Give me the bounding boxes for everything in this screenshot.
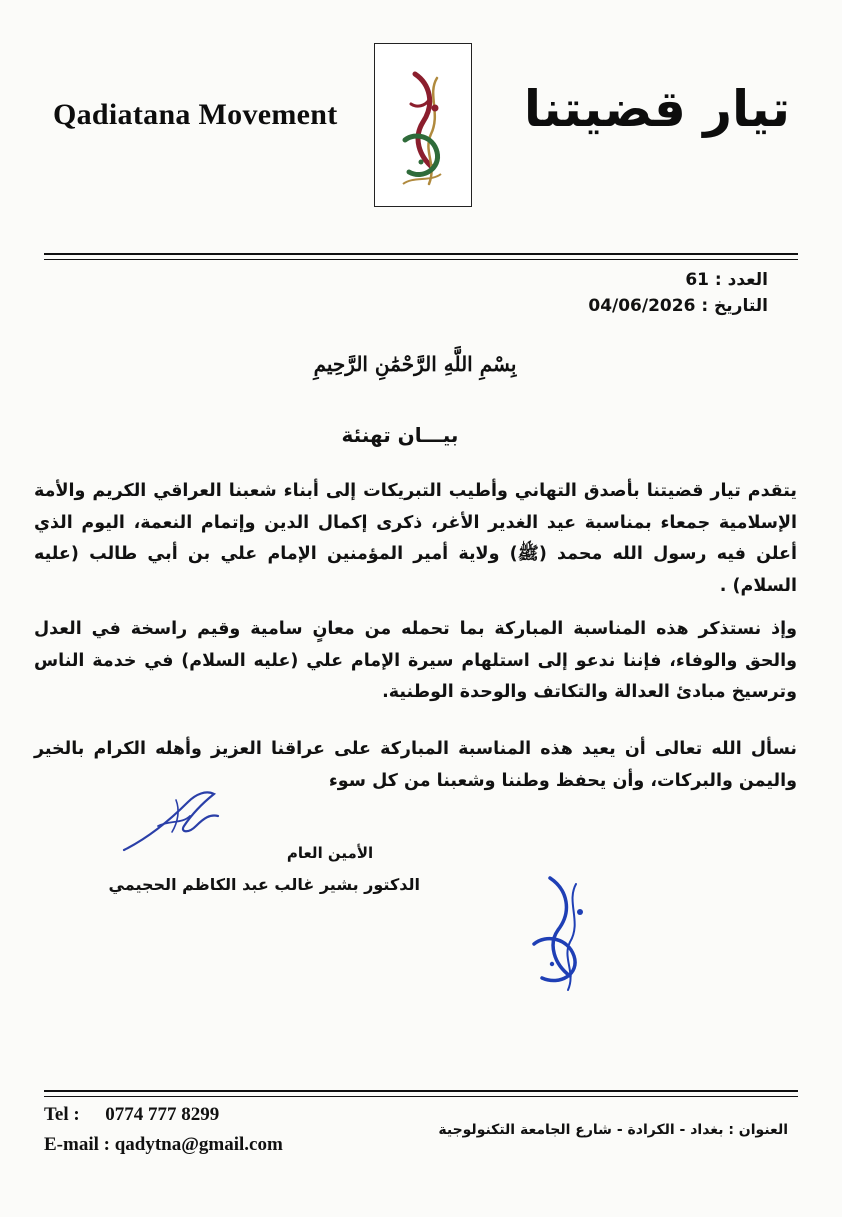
signatory-name: الدكتور بشير غالب عبد الكاظم الحجيمي (108, 875, 420, 894)
paragraph-text: وإذ نستذكر هذه المناسبة المباركة بما تحمله من معانٍ سامية وقيم راسخة في العدل والحق والوفاء، فإننا ندعو إلى استلهام سيرة الإمام علي (عليه السلام) في خدمة الناس وترسيخ مبادئ العدالة والتكاتف والوحدة الوطنية. (34, 619, 797, 702)
paragraph-text: يتقدم تيار قضيتنا بأصدق التهاني وأطيب التبريكات إلى أبناء شعبنا العراقي الكريم والأمة الإسلامية جمعاء بمناسبة عيد الغدير الأغر، ذكرى إكمال الدين وإتمام النعمة، اليوم الذي أعلن فيه رسول الله محمد (ﷺ) ولاية أمير المؤمنين الإمام علي بن أبي طالب (عليه السلام) . (34, 481, 797, 596)
basmala: بِسْمِ اللَّهِ الرَّحْمَٰنِ الرَّحِيمِ (313, 352, 517, 376)
date-label: التاريخ : (701, 296, 768, 316)
header-divider (44, 253, 798, 255)
logo-calligraphy-icon (375, 44, 471, 206)
telephone-number: 0774 777 8299 (105, 1104, 220, 1125)
footer-divider (44, 1090, 798, 1092)
paragraph-1 (34, 476, 797, 602)
number-label: العدد : (714, 270, 768, 290)
english-organization-name: Qadiatana Movement (53, 98, 338, 131)
telephone-label: Tel : (44, 1104, 80, 1125)
date-value: 04/06/2026 (588, 296, 696, 316)
statement-title: بيـــان تهنئة (341, 423, 459, 447)
signatory-title: الأمين العام (286, 844, 374, 862)
issue-date (448, 296, 768, 316)
handwritten-signature (118, 780, 228, 860)
reference-number (448, 270, 768, 290)
footer-divider-thin (44, 1096, 798, 1097)
telephone (44, 1104, 219, 1126)
email-address: qadytna@gmail.com (114, 1134, 283, 1155)
postal-address: العنوان : بغداد - الكرادة - شارع الجامعة التكنولوجية (438, 1122, 788, 1138)
arabic-organization-name: تيار قضيتنا (523, 80, 790, 138)
header-divider-thin (44, 259, 798, 260)
stamp-calligraphy-icon (510, 868, 620, 996)
email (44, 1134, 283, 1156)
paragraph-2 (34, 614, 797, 709)
email-label: E-mail : (44, 1134, 110, 1155)
number-value: 61 (685, 270, 709, 290)
paragraph-text: نسأل الله تعالى أن يعيد هذه المناسبة المباركة على عراقنا العزيز وأهله الكرام بالخير واليمن والبركات، وأن يحفظ وطننا وشعبنا من كل سوء (34, 739, 797, 791)
organization-logo (374, 43, 472, 207)
